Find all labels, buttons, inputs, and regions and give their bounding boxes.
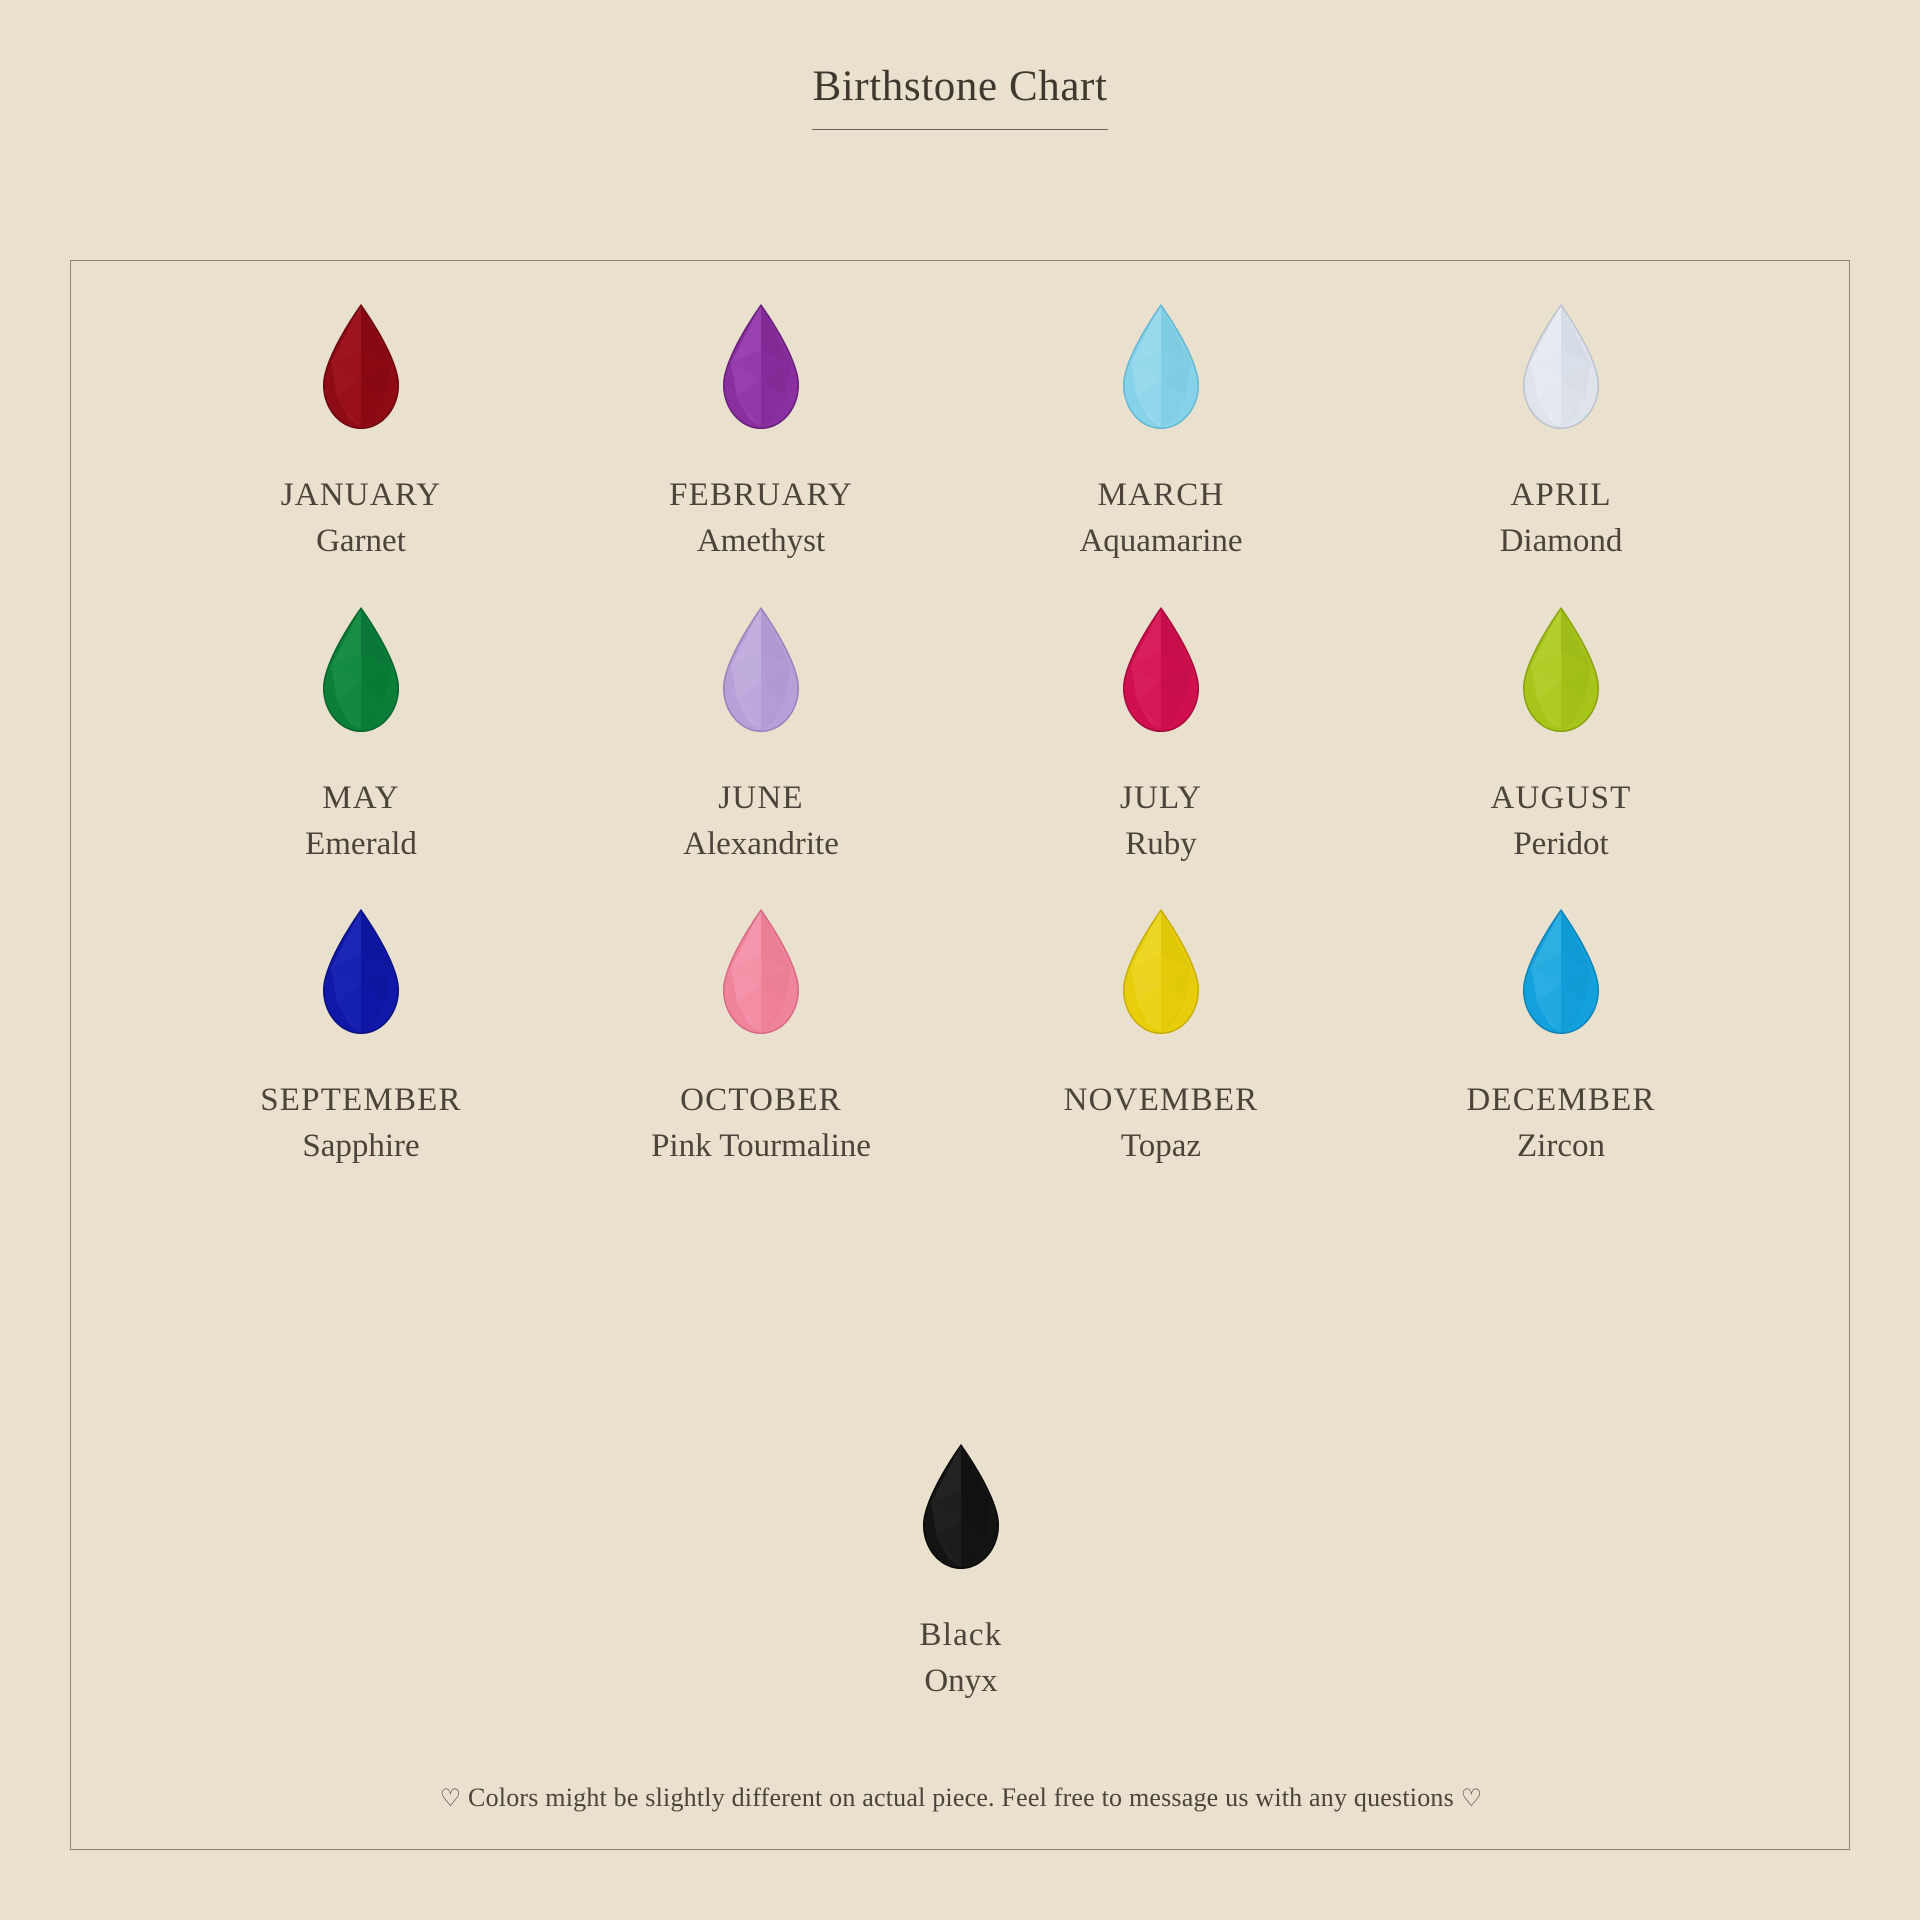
stone-label: Onyx <box>924 1663 998 1700</box>
birthstone-cell <box>161 604 561 863</box>
stone-label: Emerald <box>305 825 417 862</box>
stone-label: Amethyst <box>696 523 826 560</box>
month-label: DECEMBER <box>1466 1082 1656 1119</box>
birthstone-cell <box>161 301 561 560</box>
footer-note <box>71 1783 1851 1813</box>
extra-stone-cell <box>761 1441 1161 1700</box>
month-label: MARCH <box>1097 477 1225 513</box>
month-label: FEBRUARY <box>669 477 853 513</box>
month-label: AUGUST <box>1490 779 1632 816</box>
birthstone-cell <box>961 301 1361 560</box>
month-label: SEPTEMBER <box>260 1082 462 1119</box>
footer-note-text: Colors might be slightly different on actual piece. Feel free to message us with any questions <box>468 1783 1454 1812</box>
extra-stone-row <box>71 1441 1851 1700</box>
gem-icon <box>1111 906 1211 1038</box>
birthstone-cell <box>1361 301 1761 560</box>
gem-icon <box>711 604 811 736</box>
stone-label: Aquamarine <box>1079 523 1243 560</box>
month-label: JULY <box>1119 779 1203 816</box>
birthstone-cell <box>561 604 961 863</box>
heart-left-icon: ♡ <box>439 1786 462 1812</box>
stone-label: Alexandrite <box>683 825 839 862</box>
gem-icon <box>311 604 411 736</box>
gem-icon <box>1511 604 1611 736</box>
stone-label: Zircon <box>1517 1128 1605 1165</box>
stone-label: Diamond <box>1499 523 1623 560</box>
gem-icon <box>1511 301 1611 433</box>
stone-label: Pink Tourmaline <box>651 1128 871 1165</box>
gem-icon <box>1511 906 1611 1038</box>
month-label: Black <box>919 1617 1003 1653</box>
month-label: MAY <box>322 779 400 816</box>
birthstone-cell <box>1361 604 1761 863</box>
month-label: OCTOBER <box>680 1082 842 1119</box>
heart-right-icon: ♡ <box>1460 1786 1483 1812</box>
month-label: NOVEMBER <box>1063 1082 1259 1119</box>
birthstone-grid <box>161 301 1761 1165</box>
month-label: JANUARY <box>280 477 442 513</box>
gem-icon <box>711 906 811 1038</box>
month-label: APRIL <box>1510 477 1612 513</box>
birthstone-cell <box>161 906 561 1165</box>
gem-icon <box>711 301 811 433</box>
birthstone-cell <box>1361 906 1761 1165</box>
stone-label: Topaz <box>1120 1128 1202 1165</box>
month-label: JUNE <box>718 779 804 816</box>
gem-icon <box>1111 604 1211 736</box>
page-title: Birthstone Chart <box>812 62 1107 130</box>
gem-icon <box>911 1441 1011 1573</box>
stone-label: Ruby <box>1125 825 1197 862</box>
page-title-wrap <box>0 62 1920 130</box>
birthstone-cell <box>561 906 961 1165</box>
gem-icon <box>1111 301 1211 433</box>
gem-icon <box>311 906 411 1038</box>
gem-icon <box>311 301 411 433</box>
birthstone-cell <box>961 604 1361 863</box>
stone-label: Sapphire <box>302 1128 420 1165</box>
birthstone-cell <box>561 301 961 560</box>
birthstone-cell <box>961 906 1361 1165</box>
chart-frame <box>70 260 1850 1850</box>
stone-label: Garnet <box>316 523 406 560</box>
stone-label: Peridot <box>1513 825 1609 862</box>
birthstone-cell <box>911 1441 1011 1700</box>
